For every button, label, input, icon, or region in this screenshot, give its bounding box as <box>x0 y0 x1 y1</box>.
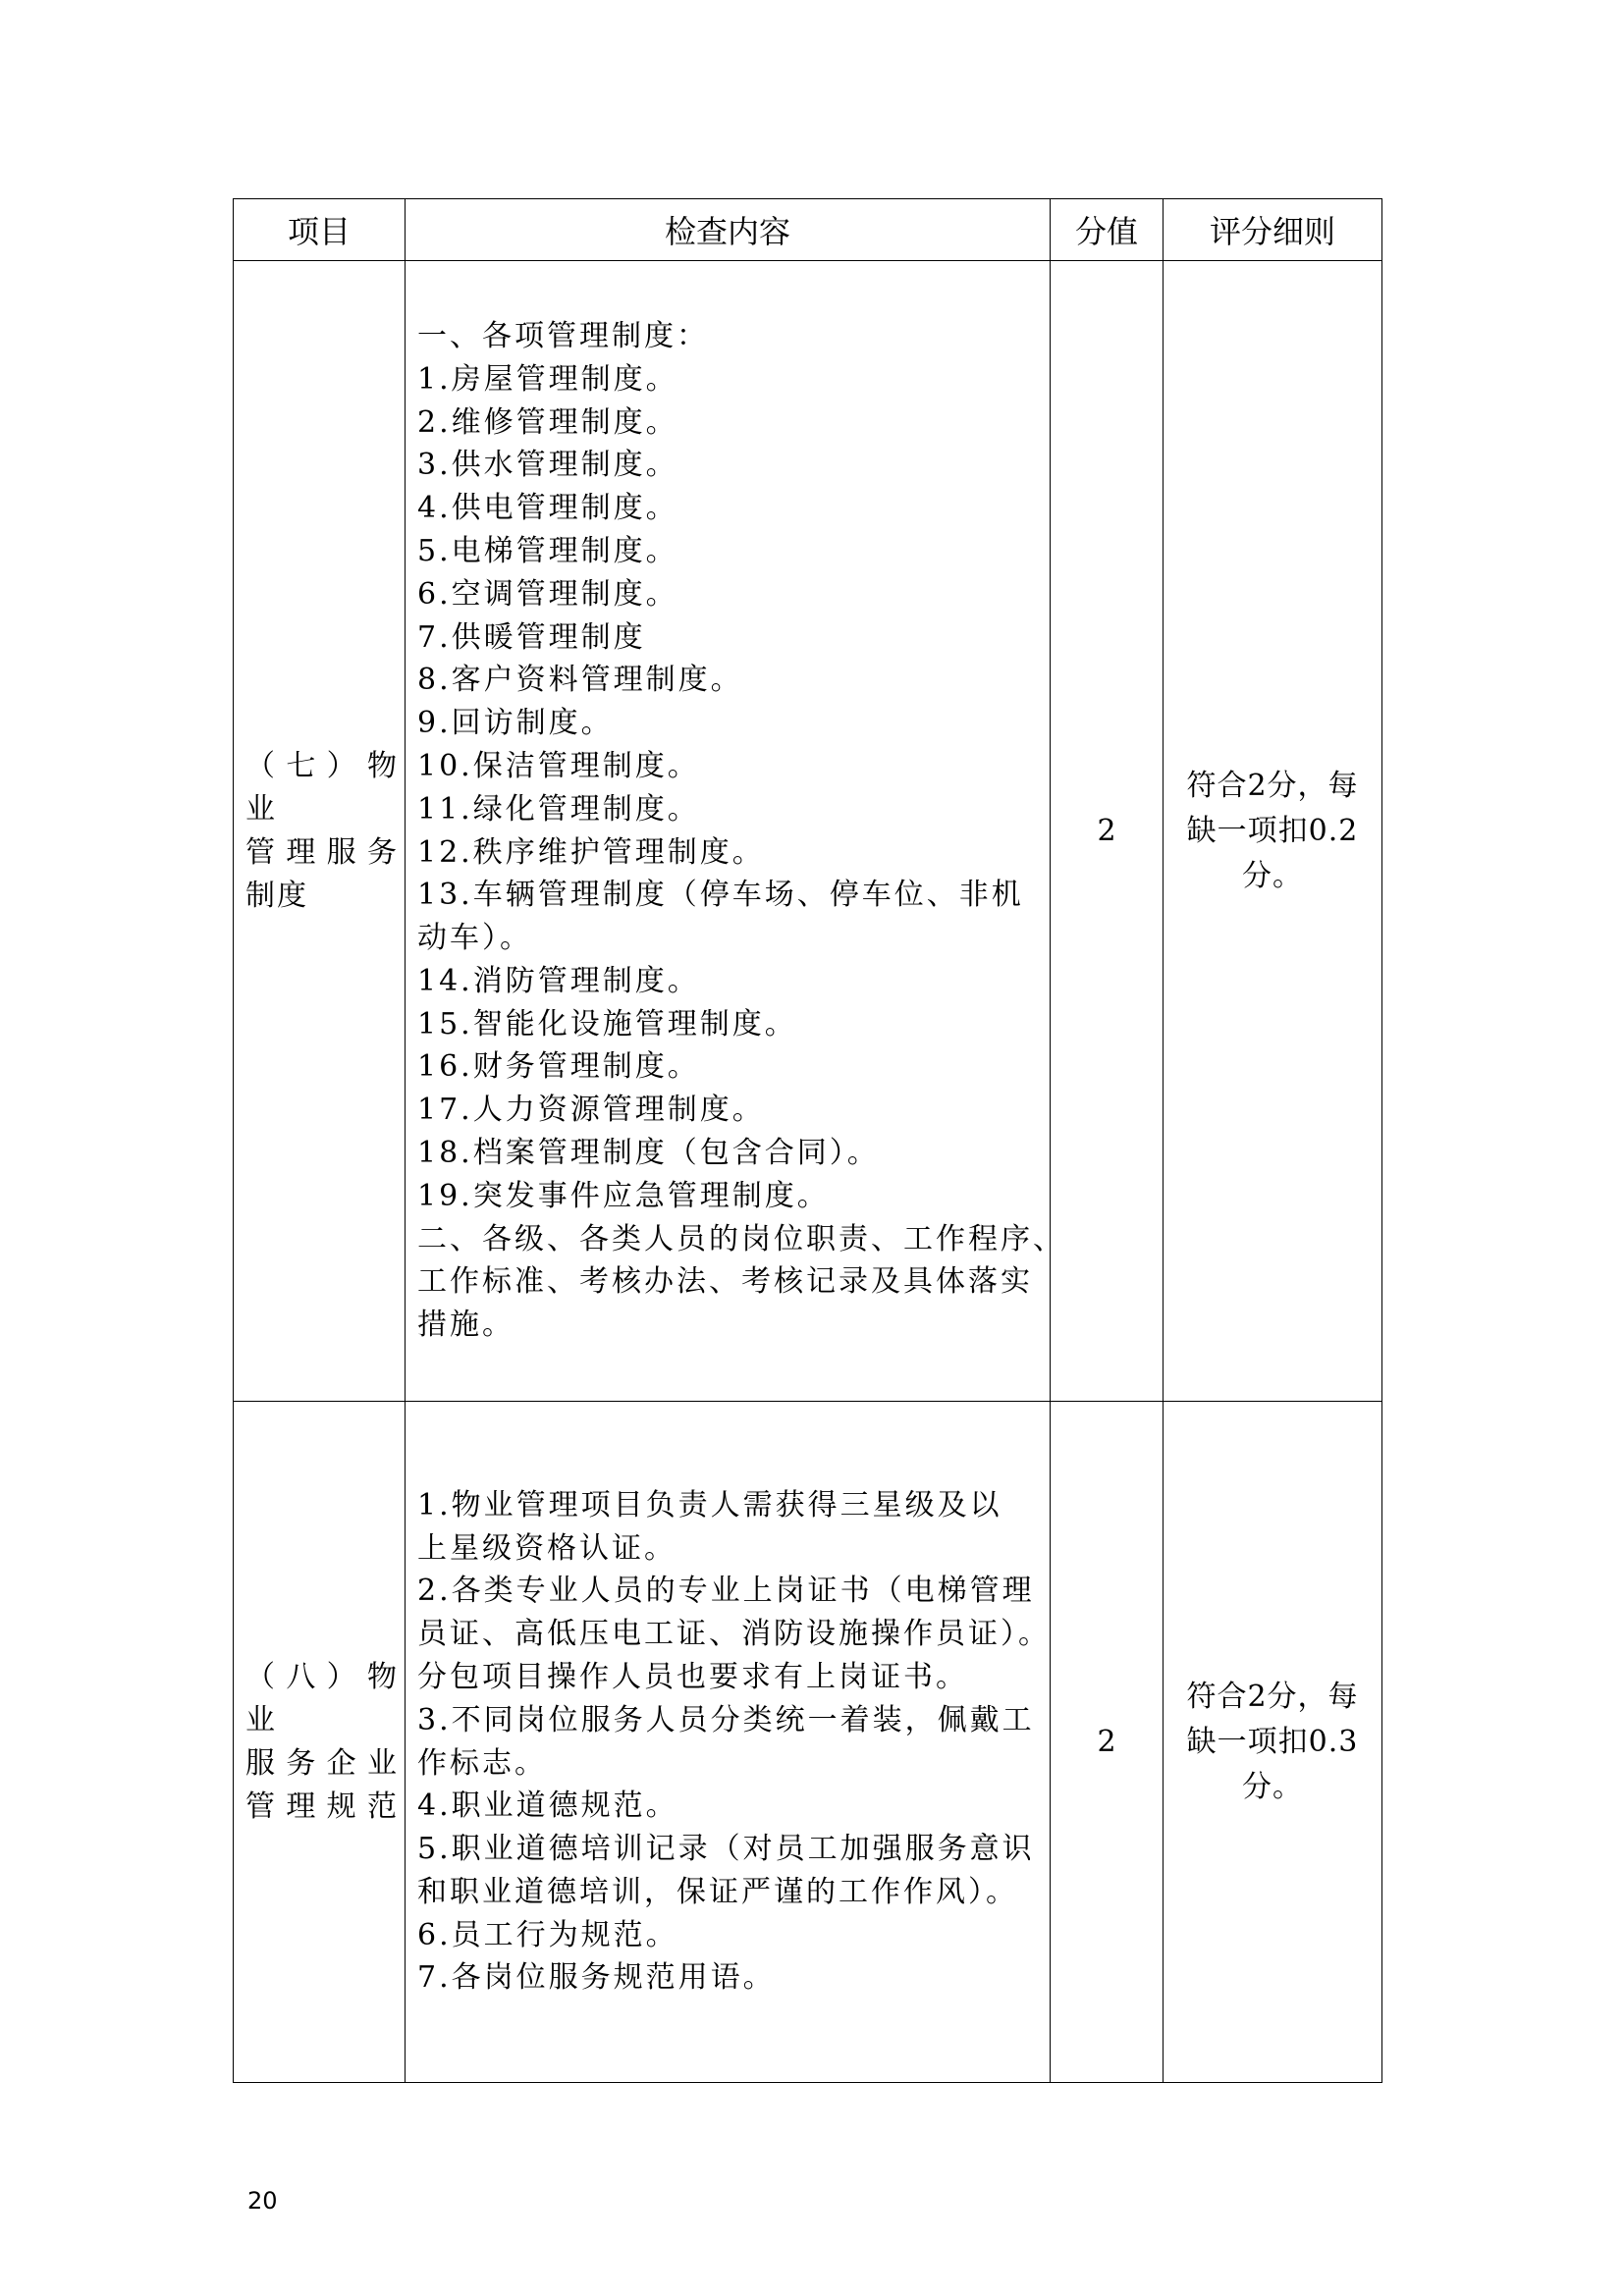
content-line: 上星级资格认证。 <box>417 1530 677 1566</box>
content-line: 17.人力资源管理制度。 <box>417 1093 765 1128</box>
inspection-table <box>233 198 1382 2083</box>
table-row <box>234 1402 1382 2083</box>
content-line: 8.客户资料管理制度。 <box>417 663 743 698</box>
content-line: 12.秩序维护管理制度。 <box>417 834 765 870</box>
content-line: 11.绿化管理制度。 <box>417 791 700 827</box>
content-line: 分包项目操作人员也要求有上岗证书。 <box>417 1659 968 1694</box>
content-line: 6.员工行为规范。 <box>417 1917 678 1952</box>
rule-cell <box>1164 261 1382 1402</box>
content-cell <box>406 261 1065 1402</box>
content-line: 6.空调管理制度。 <box>417 576 678 612</box>
content-line: 1.物业管理项目负责人需获得三星级及以 <box>417 1487 1002 1522</box>
rule-line: 分。 <box>1242 1769 1303 1804</box>
content-line: 作标志。 <box>417 1745 547 1781</box>
content-line: 4.职业道德规范。 <box>417 1789 678 1824</box>
content-line: 4.供电管理制度。 <box>417 491 678 526</box>
content-line: 工作标准、考核办法、考核记录及具体落实 <box>417 1264 1033 1300</box>
rule-cell <box>1164 1402 1382 2083</box>
rule-line: 分。 <box>1242 858 1303 893</box>
rule-line: 符合2分，每 <box>1186 768 1359 803</box>
header-row <box>234 199 1382 261</box>
page-number: 20 <box>247 2187 278 2215</box>
content-line: 9.回访制度。 <box>417 706 614 741</box>
item-line: 制度 <box>245 878 308 913</box>
item-line: （七）物业 <box>245 748 399 827</box>
content-line: 2.维修管理制度。 <box>417 404 678 440</box>
content-line: 动车）。 <box>417 921 532 956</box>
content-cell <box>406 1402 1051 2083</box>
content-line: 一、各项管理制度： <box>417 318 709 353</box>
item-cell <box>234 261 406 1402</box>
content-line: 7.供暖管理制度 <box>417 619 646 655</box>
content-line: 员证、高低压电工证、消防设施操作员证）。 <box>417 1617 1051 1652</box>
header-score: 分值 <box>1051 199 1164 261</box>
content-line: 措施。 <box>417 1308 514 1343</box>
content-line: 19.突发事件应急管理制度。 <box>417 1178 830 1213</box>
content-line: 14.消防管理制度。 <box>417 963 700 998</box>
content-line: 15.智能化设施管理制度。 <box>417 1006 797 1041</box>
content-line: 18.档案管理制度（包含合同）。 <box>417 1136 880 1171</box>
item-line: 管理规范 <box>245 1789 399 1824</box>
content-line: 二、各级、各类人员的岗位职责、工作程序、 <box>417 1221 1065 1256</box>
content-line: 16.财务管理制度。 <box>417 1049 700 1085</box>
header-rule: 评分细则 <box>1164 199 1382 261</box>
rule-line: 符合2分，每 <box>1186 1679 1359 1714</box>
score-cell: 2 <box>1051 1402 1164 2083</box>
item-line: （八）物业 <box>245 1659 399 1737</box>
table-row <box>234 261 1382 1402</box>
item-line: 管理服务 <box>245 834 399 870</box>
rule-line: 缺一项扣0.2 <box>1186 813 1359 848</box>
content-line: 1.房屋管理制度。 <box>417 361 678 397</box>
item-line: 服务企业 <box>245 1745 399 1781</box>
content-line: 2.各类专业人员的专业上岗证书（电梯管理 <box>417 1574 1035 1609</box>
rule-line: 缺一项扣0.3 <box>1186 1724 1359 1759</box>
content-line: 3.不同岗位服务人员分类统一着装，佩戴工 <box>417 1702 1035 1737</box>
content-line: 5.电梯管理制度。 <box>417 533 678 568</box>
content-line: 10.保洁管理制度。 <box>417 748 700 783</box>
header-item: 项目 <box>234 199 406 261</box>
header-content: 检查内容 <box>406 199 1051 261</box>
content-line: 3.供水管理制度。 <box>417 448 678 483</box>
content-line: 13.车辆管理制度（停车场、停车位、非机 <box>417 878 1024 913</box>
score-cell: 2 <box>1051 261 1164 1402</box>
content-line: 7.各岗位服务规范用语。 <box>417 1960 776 1996</box>
content-line: 和职业道德培训，保证严谨的工作作风）。 <box>417 1874 1018 1909</box>
content-line: 5.职业道德培训记录（对员工加强服务意识 <box>417 1832 1035 1867</box>
item-cell <box>234 1402 406 2083</box>
